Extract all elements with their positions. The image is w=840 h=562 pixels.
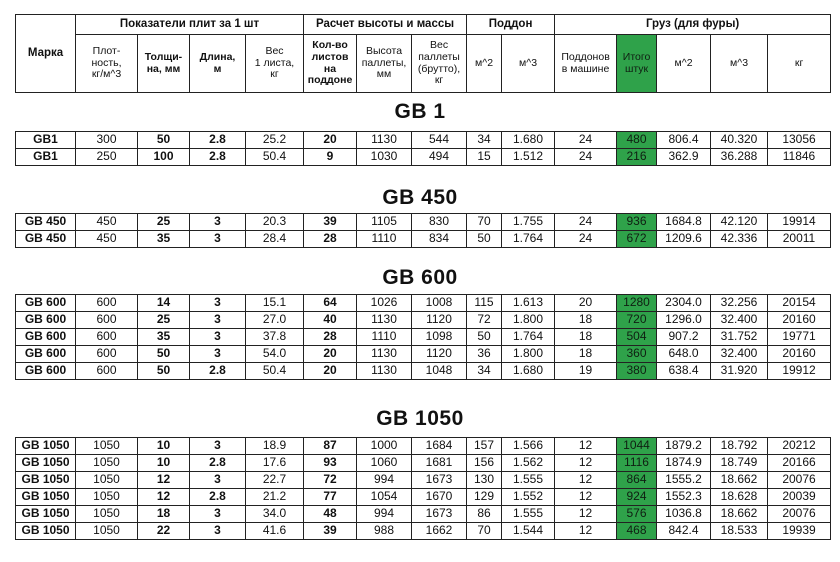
cell-pallets-truck: 24 (555, 231, 617, 248)
cell-pallet-m2: 50 (467, 329, 502, 346)
cell-sheets: 20 (304, 346, 357, 363)
cell-cargo-m3: 18.533 (711, 523, 768, 540)
cell-pallet-m2: 15 (467, 149, 502, 166)
cell-density: 1050 (76, 438, 138, 455)
cell-total-pcs: 720 (617, 312, 657, 329)
cell-brand: GB 1050 (16, 523, 76, 540)
cell-cargo-m2: 1552.3 (657, 489, 711, 506)
cell-gross: 1673 (412, 472, 467, 489)
cell-pallet-m3: 1.555 (502, 472, 555, 489)
cell-density: 250 (76, 149, 138, 166)
cell-length: 3 (190, 523, 246, 540)
cell-pallet-m3: 1.755 (502, 214, 555, 231)
cell-cargo-m2: 1209.6 (657, 231, 711, 248)
cell-pallet-m3: 1.764 (502, 329, 555, 346)
cell-density: 1050 (76, 455, 138, 472)
cell-pallet-m3: 1.544 (502, 523, 555, 540)
cell-cargo-kg: 20011 (768, 231, 831, 248)
table-row (16, 523, 831, 540)
cell-pallet-m2: 86 (467, 506, 502, 523)
header-group-pallet: Поддон (467, 15, 555, 35)
cell-pallet-m2: 50 (467, 231, 502, 248)
cell-cargo-m3: 18.792 (711, 438, 768, 455)
cell-weight: 37.8 (246, 329, 304, 346)
cell-thickness: 50 (138, 132, 190, 149)
cell-length: 3 (190, 438, 246, 455)
cell-cargo-m2: 907.2 (657, 329, 711, 346)
cell-total-pcs: 864 (617, 472, 657, 489)
cell-sheets: 28 (304, 231, 357, 248)
cell-total-pcs: 380 (617, 363, 657, 380)
cell-cargo-m2: 1874.9 (657, 455, 711, 472)
cell-gross: 494 (412, 149, 467, 166)
cell-pallet-m2: 115 (467, 295, 502, 312)
cell-density: 1050 (76, 489, 138, 506)
cell-length: 2.8 (190, 132, 246, 149)
section-table (15, 294, 831, 380)
table-row (16, 312, 831, 329)
cell-cargo-kg: 20160 (768, 312, 831, 329)
cell-total-pcs: 672 (617, 231, 657, 248)
cell-brand: GB1 (16, 149, 76, 166)
cell-cargo-m3: 32.256 (711, 295, 768, 312)
cell-cargo-m2: 648.0 (657, 346, 711, 363)
cell-density: 600 (76, 329, 138, 346)
cell-brand: GB 600 (16, 295, 76, 312)
header-group-calc: Расчет высоты и массы (304, 15, 467, 35)
column-header-table (15, 14, 831, 93)
cell-thickness: 25 (138, 312, 190, 329)
cell-sheets: 87 (304, 438, 357, 455)
cell-pallet-m3: 1.680 (502, 363, 555, 380)
cell-total-pcs: 216 (617, 149, 657, 166)
header-sheets: Кол-во листов на поддоне (304, 35, 357, 93)
cell-pallets-truck: 12 (555, 523, 617, 540)
cell-sheets: 77 (304, 489, 357, 506)
cell-gross: 1098 (412, 329, 467, 346)
cell-brand: GB 600 (16, 312, 76, 329)
cell-weight: 15.1 (246, 295, 304, 312)
cell-sheets: 48 (304, 506, 357, 523)
cell-sheets: 39 (304, 214, 357, 231)
cell-cargo-kg: 11846 (768, 149, 831, 166)
cell-pallets-truck: 18 (555, 346, 617, 363)
cell-total-pcs: 924 (617, 489, 657, 506)
cell-gross: 1673 (412, 506, 467, 523)
cell-density: 600 (76, 312, 138, 329)
cell-weight: 27.0 (246, 312, 304, 329)
table-row (16, 214, 831, 231)
cell-pallet-m2: 34 (467, 132, 502, 149)
cell-gross: 1120 (412, 346, 467, 363)
cell-brand: GB 450 (16, 231, 76, 248)
cell-thickness: 12 (138, 489, 190, 506)
cell-gross: 1681 (412, 455, 467, 472)
cell-length: 2.8 (190, 489, 246, 506)
cell-thickness: 50 (138, 346, 190, 363)
cell-height: 1130 (357, 363, 412, 380)
header-thickness: Толщи- на, мм (138, 35, 190, 93)
cell-cargo-kg: 20160 (768, 346, 831, 363)
cell-gross: 544 (412, 132, 467, 149)
cell-thickness: 100 (138, 149, 190, 166)
header-cargo-kg: кг (768, 35, 831, 93)
table-row (16, 295, 831, 312)
cell-density: 450 (76, 214, 138, 231)
table-row (16, 329, 831, 346)
table-row (16, 363, 831, 380)
cell-cargo-m3: 32.400 (711, 312, 768, 329)
cell-weight: 25.2 (246, 132, 304, 149)
cell-pallets-truck: 24 (555, 149, 617, 166)
cell-weight: 17.6 (246, 455, 304, 472)
cell-cargo-m3: 18.662 (711, 506, 768, 523)
cell-height: 994 (357, 506, 412, 523)
cell-gross: 1008 (412, 295, 467, 312)
cell-thickness: 50 (138, 363, 190, 380)
cell-weight: 41.6 (246, 523, 304, 540)
cell-gross: 834 (412, 231, 467, 248)
cell-total-pcs: 468 (617, 523, 657, 540)
cell-pallet-m2: 130 (467, 472, 502, 489)
cell-total-pcs: 576 (617, 506, 657, 523)
header-pallets-truck: Поддонов в машине (555, 35, 617, 93)
cell-pallet-m2: 129 (467, 489, 502, 506)
cell-length: 3 (190, 214, 246, 231)
cell-length: 3 (190, 506, 246, 523)
cell-brand: GB 1050 (16, 489, 76, 506)
cell-gross: 830 (412, 214, 467, 231)
cell-density: 450 (76, 231, 138, 248)
cell-pallets-truck: 12 (555, 472, 617, 489)
cell-pallet-m3: 1.764 (502, 231, 555, 248)
cell-gross: 1684 (412, 438, 467, 455)
cell-pallet-m2: 70 (467, 523, 502, 540)
header-cargo-m3: м^3 (711, 35, 768, 93)
cell-pallet-m3: 1.562 (502, 455, 555, 472)
section-title: GB 1050 (376, 407, 464, 430)
cell-height: 994 (357, 472, 412, 489)
cell-weight: 34.0 (246, 506, 304, 523)
cell-cargo-kg: 19771 (768, 329, 831, 346)
cell-brand: GB 450 (16, 214, 76, 231)
cell-brand: GB 1050 (16, 506, 76, 523)
table-row (16, 149, 831, 166)
cell-density: 1050 (76, 472, 138, 489)
cell-total-pcs: 1116 (617, 455, 657, 472)
cell-weight: 54.0 (246, 346, 304, 363)
cell-cargo-kg: 13056 (768, 132, 831, 149)
header-height: Высота паллеты, мм (357, 35, 412, 93)
cell-gross: 1048 (412, 363, 467, 380)
table-row (16, 132, 831, 149)
cell-pallets-truck: 20 (555, 295, 617, 312)
cell-height: 1110 (357, 231, 412, 248)
cell-brand: GB 1050 (16, 438, 76, 455)
cell-thickness: 25 (138, 214, 190, 231)
table-row (16, 472, 831, 489)
cell-density: 300 (76, 132, 138, 149)
cell-cargo-m3: 42.120 (711, 214, 768, 231)
cell-total-pcs: 1280 (617, 295, 657, 312)
cell-pallet-m3: 1.800 (502, 346, 555, 363)
cell-cargo-m2: 1684.8 (657, 214, 711, 231)
cell-cargo-m2: 638.4 (657, 363, 711, 380)
cell-density: 1050 (76, 506, 138, 523)
cell-cargo-m3: 18.628 (711, 489, 768, 506)
cell-cargo-kg: 20212 (768, 438, 831, 455)
cell-cargo-m2: 1555.2 (657, 472, 711, 489)
cell-gross: 1120 (412, 312, 467, 329)
cell-cargo-m2: 1296.0 (657, 312, 711, 329)
cell-pallet-m3: 1.613 (502, 295, 555, 312)
cell-cargo-m3: 36.288 (711, 149, 768, 166)
cell-pallet-m3: 1.552 (502, 489, 555, 506)
cell-cargo-kg: 20076 (768, 472, 831, 489)
cell-pallet-m3: 1.555 (502, 506, 555, 523)
cell-cargo-m3: 40.320 (711, 132, 768, 149)
cell-length: 3 (190, 346, 246, 363)
cell-weight: 28.4 (246, 231, 304, 248)
cell-density: 600 (76, 363, 138, 380)
cell-weight: 50.4 (246, 149, 304, 166)
section-title: GB 450 (382, 186, 458, 209)
cell-cargo-m2: 1036.8 (657, 506, 711, 523)
cell-height: 1000 (357, 438, 412, 455)
cell-cargo-m2: 362.9 (657, 149, 711, 166)
cell-thickness: 12 (138, 472, 190, 489)
cell-total-pcs: 936 (617, 214, 657, 231)
cell-sheets: 28 (304, 329, 357, 346)
cell-thickness: 35 (138, 231, 190, 248)
cell-pallets-truck: 24 (555, 214, 617, 231)
table-row (16, 455, 831, 472)
cell-total-pcs: 504 (617, 329, 657, 346)
cell-height: 988 (357, 523, 412, 540)
cell-total-pcs: 480 (617, 132, 657, 149)
section-table (15, 213, 831, 248)
cell-thickness: 22 (138, 523, 190, 540)
cell-pallet-m3: 1.800 (502, 312, 555, 329)
header-length: Длина, м (190, 35, 246, 93)
cell-cargo-kg: 20076 (768, 506, 831, 523)
cell-weight: 50.4 (246, 363, 304, 380)
cell-sheets: 39 (304, 523, 357, 540)
cell-thickness: 10 (138, 438, 190, 455)
header-density: Плот- ность, кг/м^3 (76, 35, 138, 93)
cell-cargo-kg: 19914 (768, 214, 831, 231)
cell-length: 2.8 (190, 363, 246, 380)
cell-pallet-m2: 70 (467, 214, 502, 231)
cell-cargo-m3: 42.336 (711, 231, 768, 248)
header-gross: Вес паллеты (брутто), кг (412, 35, 467, 93)
cell-sheets: 93 (304, 455, 357, 472)
header-weight: Вес 1 листа, кг (246, 35, 304, 93)
cell-cargo-m3: 31.920 (711, 363, 768, 380)
cell-cargo-m2: 1879.2 (657, 438, 711, 455)
cell-height: 1030 (357, 149, 412, 166)
cell-thickness: 14 (138, 295, 190, 312)
cell-length: 3 (190, 472, 246, 489)
cell-thickness: 35 (138, 329, 190, 346)
cell-total-pcs: 360 (617, 346, 657, 363)
cell-pallets-truck: 19 (555, 363, 617, 380)
cell-pallets-truck: 12 (555, 506, 617, 523)
cell-weight: 18.9 (246, 438, 304, 455)
cell-weight: 21.2 (246, 489, 304, 506)
header-group-cargo: Груз (для фуры) (555, 15, 831, 35)
cell-cargo-kg: 20154 (768, 295, 831, 312)
cell-cargo-m3: 31.752 (711, 329, 768, 346)
cell-brand: GB 1050 (16, 472, 76, 489)
cell-density: 1050 (76, 523, 138, 540)
cell-height: 1130 (357, 312, 412, 329)
cell-pallets-truck: 18 (555, 329, 617, 346)
cell-brand: GB 600 (16, 329, 76, 346)
cell-length: 3 (190, 231, 246, 248)
cell-height: 1054 (357, 489, 412, 506)
cell-brand: GB 600 (16, 363, 76, 380)
cell-sheets: 20 (304, 363, 357, 380)
cell-length: 3 (190, 312, 246, 329)
header-pallet-m3: м^3 (502, 35, 555, 93)
header-marka: Марка (16, 15, 76, 93)
cell-total-pcs: 1044 (617, 438, 657, 455)
cell-height: 1105 (357, 214, 412, 231)
cell-pallets-truck: 24 (555, 132, 617, 149)
cell-pallet-m2: 36 (467, 346, 502, 363)
cell-pallet-m3: 1.512 (502, 149, 555, 166)
table-row (16, 231, 831, 248)
cell-thickness: 18 (138, 506, 190, 523)
cell-weight: 22.7 (246, 472, 304, 489)
cell-cargo-kg: 19912 (768, 363, 831, 380)
header-total-pcs: Итого штук (617, 35, 657, 93)
cell-length: 2.8 (190, 149, 246, 166)
cell-sheets: 20 (304, 132, 357, 149)
cell-length: 3 (190, 329, 246, 346)
cell-density: 600 (76, 346, 138, 363)
cell-brand: GB 1050 (16, 455, 76, 472)
section-table (15, 437, 831, 540)
cell-pallet-m2: 156 (467, 455, 502, 472)
cell-cargo-kg: 20039 (768, 489, 831, 506)
cell-height: 1060 (357, 455, 412, 472)
cell-pallet-m2: 72 (467, 312, 502, 329)
cell-height: 1026 (357, 295, 412, 312)
cell-sheets: 40 (304, 312, 357, 329)
cell-cargo-m3: 32.400 (711, 346, 768, 363)
cell-gross: 1670 (412, 489, 467, 506)
cell-pallets-truck: 12 (555, 438, 617, 455)
cell-height: 1110 (357, 329, 412, 346)
cell-pallet-m3: 1.566 (502, 438, 555, 455)
cell-sheets: 72 (304, 472, 357, 489)
cell-cargo-kg: 19939 (768, 523, 831, 540)
section-title: GB 600 (382, 266, 458, 289)
cell-cargo-m2: 842.4 (657, 523, 711, 540)
header-group-plates: Показатели плит за 1 шт (76, 15, 304, 35)
cell-sheets: 64 (304, 295, 357, 312)
table-row (16, 506, 831, 523)
cell-gross: 1662 (412, 523, 467, 540)
cell-cargo-kg: 20166 (768, 455, 831, 472)
cell-pallets-truck: 12 (555, 455, 617, 472)
header-pallet-m2: м^2 (467, 35, 502, 93)
cell-length: 2.8 (190, 455, 246, 472)
cell-brand: GB 600 (16, 346, 76, 363)
cell-length: 3 (190, 295, 246, 312)
table-row (16, 489, 831, 506)
cell-weight: 20.3 (246, 214, 304, 231)
table-row (16, 346, 831, 363)
table-row (16, 438, 831, 455)
cell-cargo-m3: 18.749 (711, 455, 768, 472)
cell-pallet-m2: 34 (467, 363, 502, 380)
cell-cargo-m2: 2304.0 (657, 295, 711, 312)
header-cargo-m2: м^2 (657, 35, 711, 93)
cell-pallet-m2: 157 (467, 438, 502, 455)
cell-cargo-m2: 806.4 (657, 132, 711, 149)
section-title: GB 1 (394, 100, 446, 123)
cell-pallets-truck: 12 (555, 489, 617, 506)
section-table (15, 131, 831, 166)
cell-sheets: 9 (304, 149, 357, 166)
cell-brand: GB1 (16, 132, 76, 149)
cell-pallet-m3: 1.680 (502, 132, 555, 149)
cell-cargo-m3: 18.662 (711, 472, 768, 489)
cell-height: 1130 (357, 346, 412, 363)
cell-pallets-truck: 18 (555, 312, 617, 329)
cell-thickness: 10 (138, 455, 190, 472)
cell-density: 600 (76, 295, 138, 312)
cell-height: 1130 (357, 132, 412, 149)
